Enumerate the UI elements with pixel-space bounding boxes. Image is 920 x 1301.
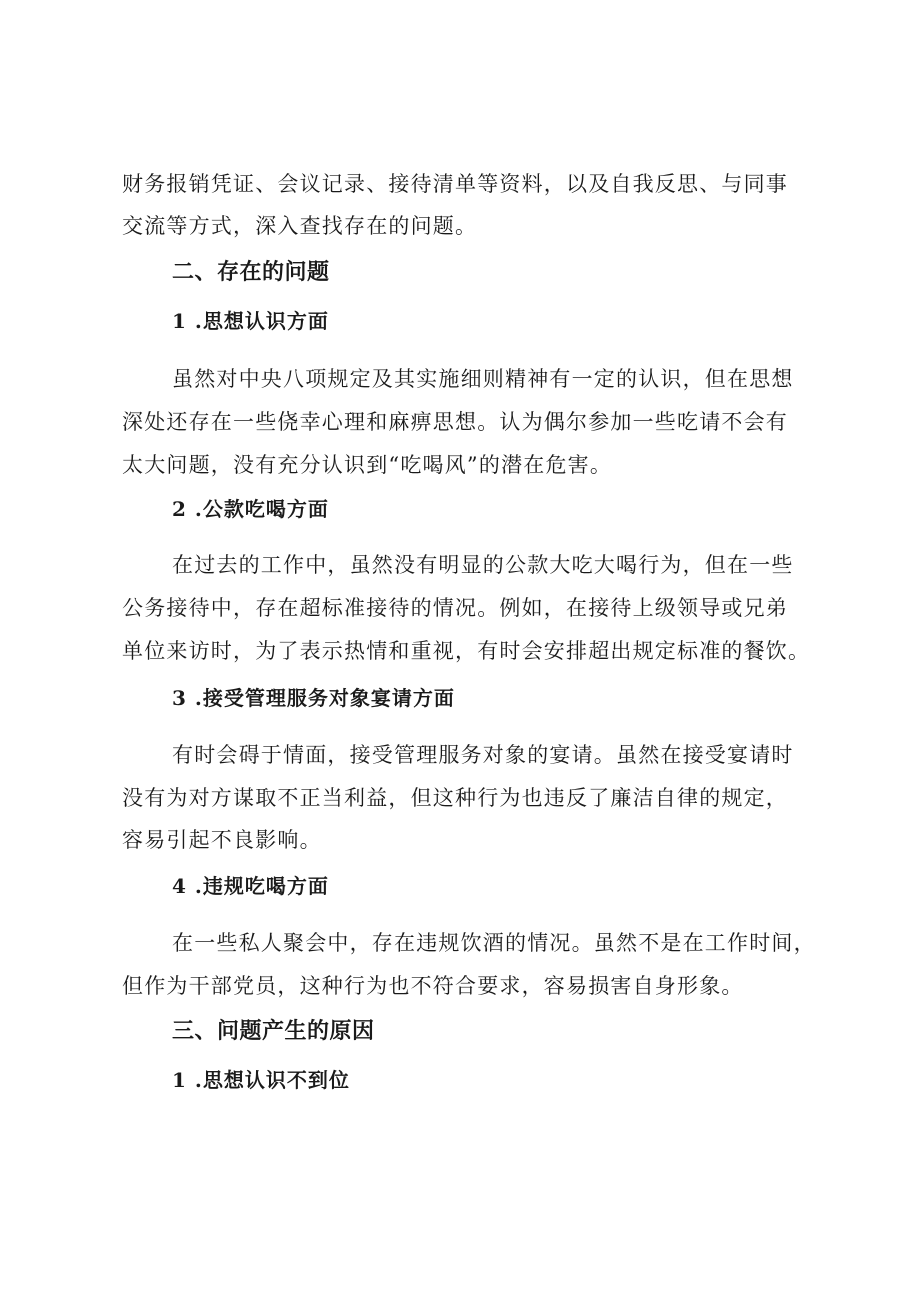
cause-1-heading: 1 .思想认识不到位	[172, 1068, 350, 1092]
item-2-line-1: 在过去的工作中，虽然没有明显的公款大吃大喝行为，但在一些	[172, 553, 794, 577]
intro-line-2: 交流等方式，深入查找存在的问题。	[122, 214, 478, 238]
item-3-line-2: 没有为对方谋取不正当利益，但这种行为也违反了廉洁自律的规定，	[122, 786, 788, 810]
item-4-heading: 4 .违规吃喝方面	[172, 874, 329, 898]
item-3-heading: 3 .接受管理服务对象宴请方面	[172, 686, 455, 710]
item-1-line-3: 太大问题，没有充分认识到“吃喝风”的潜在危害。	[122, 453, 613, 477]
item-4-line-1: 在一些私人聚会中，存在违规饮酒的情况。虽然不是在工作时间，	[172, 931, 816, 955]
item-2-line-3: 单位来访时，为了表示热情和重视，有时会安排超出规定标准的餐饮。	[122, 639, 811, 663]
item-3-line-3: 容易引起不良影响。	[122, 828, 322, 852]
section-2-heading: 二、存在的问题	[172, 260, 330, 285]
item-2-heading: 2 .公款吃喝方面	[172, 497, 329, 521]
item-2-line-2: 公务接待中，存在超标准接待的情况。例如，在接待上级领导或兄弟	[122, 596, 788, 620]
item-3-line-1: 有时会碍于情面，接受管理服务对象的宴请。虽然在接受宴请时	[172, 743, 794, 767]
section-3-heading: 三、问题产生的原因	[172, 1019, 375, 1044]
item-1-line-2: 深处还存在一些侥幸心理和麻痹思想。认为偶尔参加一些吃请不会有	[122, 410, 788, 434]
intro-line-1: 财务报销凭证、会议记录、接待清单等资料，以及自我反思、与同事	[122, 172, 788, 196]
item-4-line-2: 但作为干部党员，这种行为也不符合要求，容易损害自身形象。	[122, 974, 744, 998]
item-1-line-1: 虽然对中央八项规定及其实施细则精神有一定的认识，但在思想	[172, 367, 794, 391]
item-1-heading: 1 .思想认识方面	[172, 309, 329, 333]
